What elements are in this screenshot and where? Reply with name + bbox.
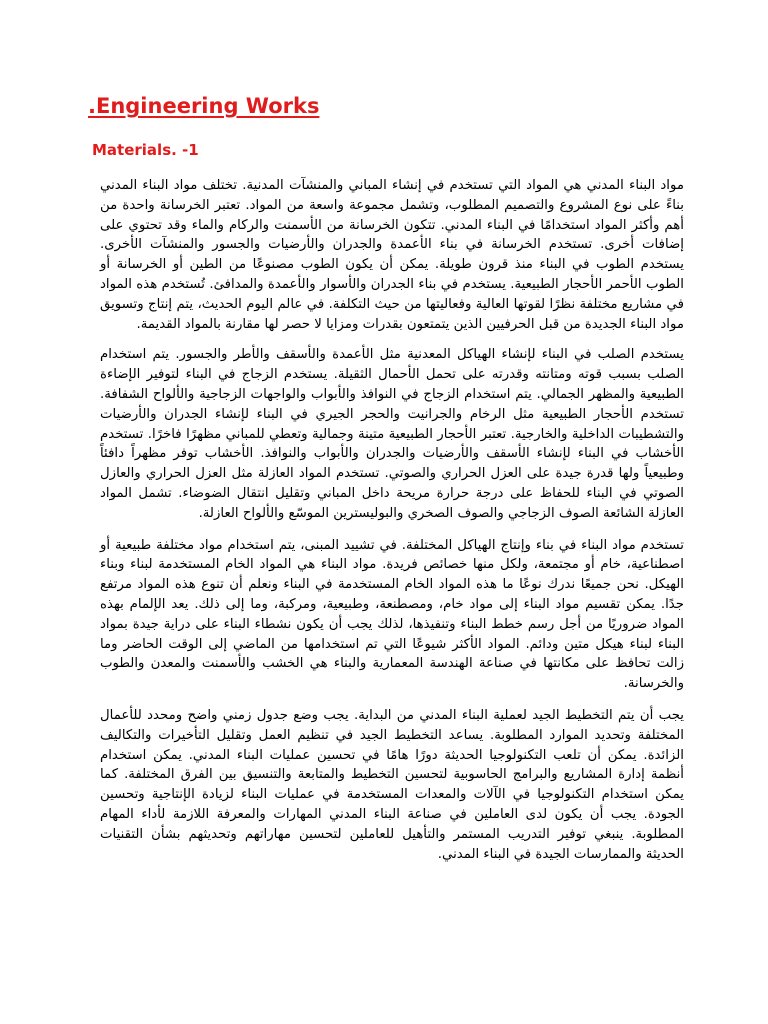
paragraph-planning-technology: يجب أن يتم التخطيط الجيد لعملية البناء المدني من البداية. يجب وضع جدول زمني واضح ومحدد للأعمال المختلفة وتحديد الموارد المطلوبة. يساعد التخطيط الجيد في تنظيم العمل وتقليل التأخيرات والتكاليف الزائدة. يمكن أن تلعب التكنولوجيا الحديثة دورًا هامًا في تحسين عمليات البناء المدني. يمكن استخدام أنظمة إدارة المشاريع والبرامج الحاسوبية لتحسين التخطيط والمتابعة والتنسيق بين الفرق المختلفة. كما يمكن استخدام التكنولوجيا في الآلات والمعدات المستخدمة في عمليات البناء لزيادة الإنتاجية وتحسين الجودة. يجب أن يكون لدى العاملين في صناعة البناء المدني المهارات والمعرفة اللازمة لأداء المهام المطلوبة. ينبغي توفير التدريب المستمر والتأهيل للعاملين لتحسين مهاراتهم وتحديثهم بشأن التقنيات الحديثة والممارسات الجيدة في البناء المدني. [100, 707, 684, 862]
paragraph-material-types: تستخدم مواد البناء في بناء وإنتاج الهياكل المختلفة. في تشييد المبنى، يتم استخدام مواد مختلفة طبيعية أو اصطناعية، خام أو مجتمعة، ولكل منها خصائص فريدة. مواد البناء هي المواد الخام المستخدمة لبناء وبناء الهيكل. نحن جميعًا ندرك نوعًا ما هذه المواد الخام المستخدمة في البناء ونعلم أن تنوع هذه المواد مرتفع جدًا. يمكن تقسيم مواد البناء إلى مواد خام، ومصطنعة، وطبيعية، ومركبة، وما إلى ذلك. يعد الإلمام بهذه المواد ضروريًا من أجل رسم خطط البناء وتنفيذها، لذلك يجب أن يكون نشطاء البناء على دراية جيدة بمواد البناء لبناء هيكل متين ودائم. المواد الأكثر شيوعًا التي تم استخدامها من الماضي إلى الوقت الحاضر وما زالت تحافظ على مكانتها في صناعة الهندسة المعمارية والبناء هي الخشب والأسمنت والمعدن والطوب والخرسانة. [100, 537, 684, 692]
section-heading: Materials. -1 [92, 141, 199, 159]
paragraph-steel-glass-stone: يستخدم الصلب في البناء لإنشاء الهياكل المعدنية مثل الأعمدة والأسقف والأطر والجسور. يتم استخدام الصلب بسبب قوته ومتانته وقدرته على تحمل الأحمال الثقيلة. يستخدم الزجاج في البناء لتوفير الإضاءة الطبيعية والمظهر الجمالي. يتم استخدام الزجاج في النوافذ والأبواب والواجهات الزجاجية والألواح الشفافة. تستخدم الأحجار الطبيعية مثل الرخام والجرانيت والحجر الجيري في البناء لإنشاء الجدران والأرضيات والتشطيبات الداخلية والخارجية. تعتبر الأحجار الطبيعية متينة وجمالية وتعطي للمباني مظهرًا فاخرًا. تستخدم الأخشاب في البناء لإنشاء الأسقف والأرضيات والجدران والأبواب والنوافذ. الأخشاب توفر مظهراً دافئاً وطبيعياً ولها قدرة جيدة على العزل الحراري والصوتي. تستخدم المواد العازلة مثل العزل الحراري والعازل الصوتي في البناء للحفاظ على درجة حرارة مريحة داخل المباني وتقليل انتقال الضوضاء. تشمل المواد العازلة الشائعة الصوف الزجاجي والصوف الصخري والبوليسترين الموسّع والألواح العازلة. [100, 347, 684, 521]
body-text [100, 176, 684, 876]
paragraph-building-materials: مواد البناء المدني هي المواد التي تستخدم في إنشاء المباني والمنشآت المدنية. تختلف مواد البناء المدني بناءً على نوع المشروع والتصميم المطلوب، وتشمل مجموعة واسعة من المواد. تعتبر الخرسانة واحدة من أهم وأكثر المواد استخدامًا في البناء المدني. تتكون الخرسانة من الأسمنت والركام والماء وقد تحتوي على إضافات أخرى. تستخدم الخرسانة في بناء الأعمدة والجدران والأرضيات والجسور والمنشآت الأخرى. يستخدم الطوب في البناء منذ قرون طويلة. يمكن أن يكون الطوب مصنوعًا من الطين أو الخرسانة أو الطوب الأحمر الأحجار الطبيعية. يستخدم في بناء الجدران والأسوار والأعمدة والمدافئ. تُستخدم هذه المواد في مشاريع مختلفة نظرًا لقوتها العالية وفعاليتها من حيث التكلفة. في عالم اليوم الحديث، يتم إنتاج وتسويق مواد البناء الجديدة من قبل الحرفيين الذين يتمتعون بقدرات ومزايا لا حصر لها مقارنة بالمواد القديمة. [100, 178, 684, 332]
document-title: .Engineering Works [88, 94, 320, 118]
